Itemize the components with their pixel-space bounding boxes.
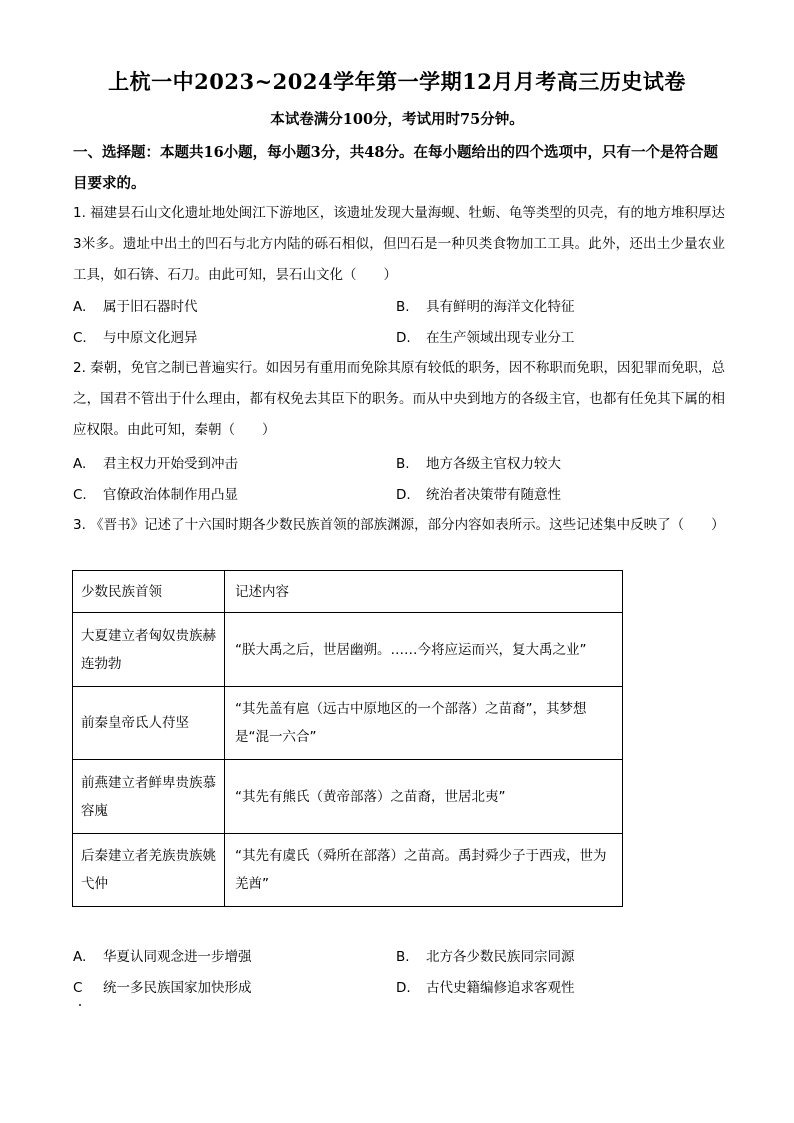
table-header-row [73,571,623,613]
exam-title: 上杭一中2023~2024学年第一学期12月月考高三历史试卷 [108,69,686,94]
table-row [73,760,623,834]
table-cell: “其先有熊氏（黄帝部落）之苗裔，世居北夷” [225,760,623,834]
question-3-option-c[interactable] [73,976,252,996]
option-letter: D. [396,980,411,996]
option-letter: A. [73,299,87,315]
table-header: 记述内容 [225,571,623,613]
question-1-stem: 1. 福建昙石山文化遗址地处闽江下游地区，该遗址发现大量海蚬、牡蛎、龟等类型的贝壳，有的地方堆积厚达3米多。遗址中出土的凹石与北方内陆的砾石相似，但凹石是一种贝类食物加工工具。此外，还出土少量农业工具，如石锛、石刀。由此可知，昙石山文化（ ） [73,205,725,283]
table-row [73,834,623,907]
option-letter: A. [73,949,87,965]
option-text: 北方各少数民族同宗同源 [426,949,575,965]
question-2-stem: 2. 秦朝，免官之制已普遍实行。如因另有重用而免除其原有较低的职务，因不称职而免职，因犯罪而免职，总之，国君不管出于什么理由，都有权免去其臣下的职务。而从中央到地方的各级主官，也都有任免其下属的相应权限。由此可知，秦朝（ ） [73,360,725,438]
option-text: 地方各级主官权力较大 [426,456,561,472]
option-text: 与中原文化迥异 [103,330,198,346]
option-letter: C [73,980,83,996]
question-2-option-d[interactable] [396,483,561,503]
question-1-option-b[interactable] [396,295,575,315]
option-letter: B. [396,299,410,315]
exam-subtitle: 本试卷满分100分，考试用时75分钟。 [270,111,524,128]
option-letter: C. [73,330,87,346]
question-1-option-c[interactable] [73,326,198,346]
stray-mark [79,1004,81,1006]
option-text: 官僚政治体制作用凸显 [103,487,238,503]
table-header: 少数民族首领 [73,571,225,613]
option-letter: B. [396,949,410,965]
option-letter: D. [396,330,411,346]
table-cell: 前燕建立者鲜卑贵族慕容廆 [73,760,225,834]
option-text: 古代史籍编修追求客观性 [426,980,575,996]
table-row [73,613,623,687]
option-text: 具有鲜明的海洋文化特征 [426,299,575,315]
option-text: 君主权力开始受到冲击 [103,456,238,472]
table-cell: 后秦建立者羌族贵族姚弋仲 [73,834,225,907]
question-1-option-d[interactable] [396,326,575,346]
question-3-option-a[interactable] [73,945,252,965]
question-3-option-b[interactable] [396,945,575,965]
option-letter: B. [396,456,410,472]
option-text: 统治者决策带有随意性 [426,487,561,503]
option-letter: C. [73,487,87,503]
table-cell: “朕大禹之后，世居幽朔。……今将应运而兴，复大禹之业” [225,613,623,687]
table-cell: “其先盖有扈（远古中原地区的一个部落）之苗裔”，其梦想是“混一六合” [225,687,623,760]
question-3-option-d[interactable] [396,976,575,996]
question-2-option-a[interactable] [73,452,238,472]
option-letter: A. [73,456,87,472]
option-text: 统一多民族国家加快形成 [103,980,252,996]
question-2-option-c[interactable] [73,483,238,503]
question-1-option-a[interactable] [73,295,198,315]
table-cell: “其先有虞氏（舜所在部落）之苗高。禹封舜少子于西戎，世为羌酋” [225,834,623,907]
option-text: 属于旧石器时代 [103,299,198,315]
option-text: 华夏认同观念进一步增强 [103,949,252,965]
option-text: 在生产领域出现专业分工 [426,330,575,346]
source-table [72,570,623,907]
question-3-stem: 3. 《晋书》记述了十六国时期各少数民族首领的部族渊源，部分内容如表所示。这些记述集中反映了（ ） [73,517,725,533]
table-cell: 大夏建立者匈奴贵族赫连勃勃 [73,613,225,687]
section-heading: 一、选择题：本题共16小题，每小题3分，共48分。在每小题给出的四个选项中，只有一个是符合题目要求的。 [73,144,718,192]
table-row [73,687,623,760]
table-cell: 前秦皇帝氐人苻坚 [73,687,225,760]
option-letter: D. [396,487,411,503]
question-2-option-b[interactable] [396,452,561,472]
